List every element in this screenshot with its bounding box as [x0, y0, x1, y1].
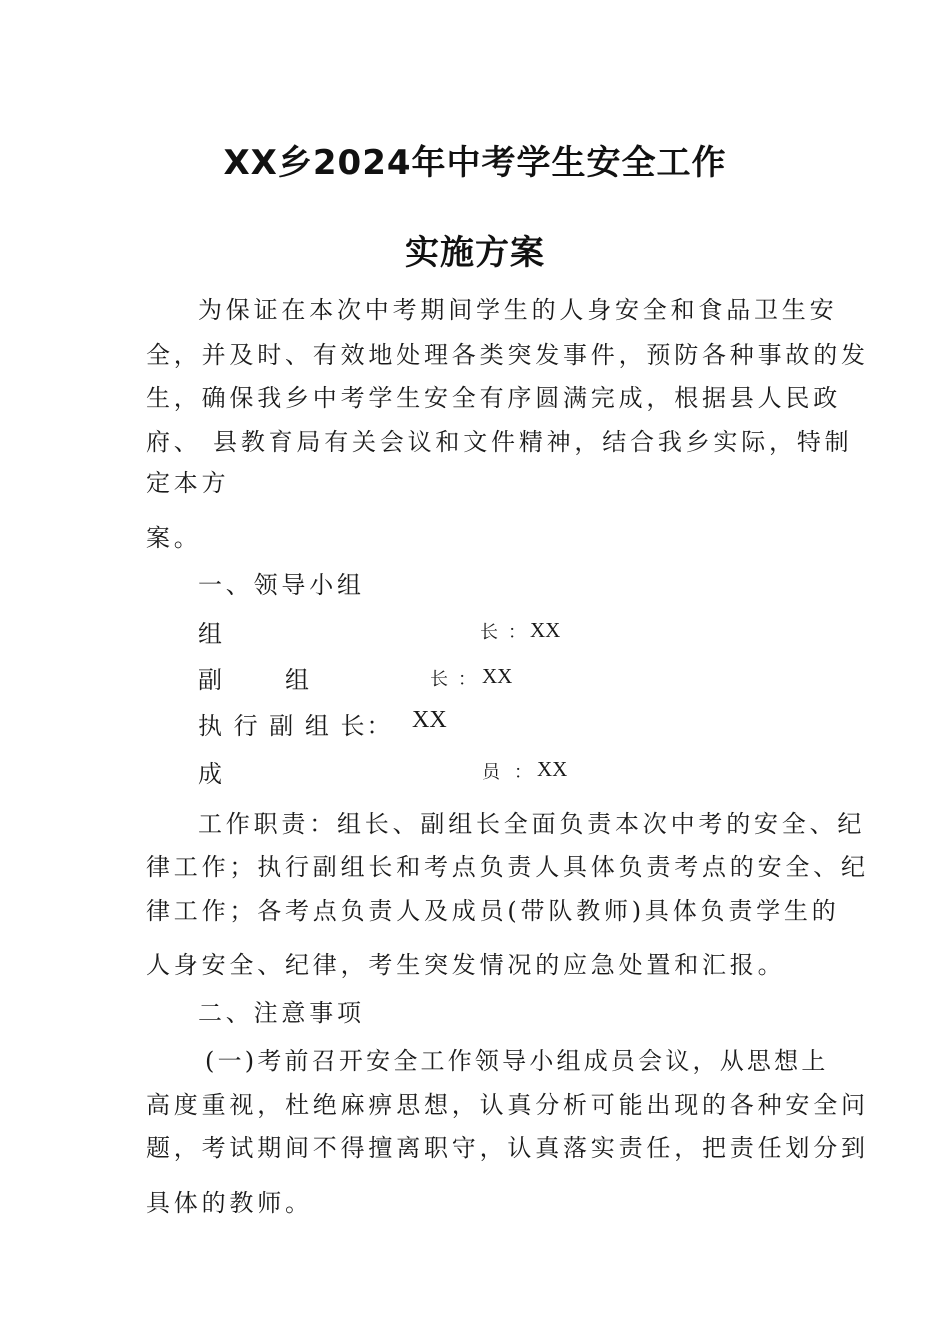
exec-value: XX [412, 707, 447, 733]
deputy-label-b: 组 [285, 666, 309, 694]
duty-line-3: 律工作；各考点负责人及成员(带队教师)具体负责学生的 [146, 897, 840, 925]
item1-line-2: 高度重视，杜绝麻痹思想，认真分析可能出现的各种安全问 [146, 1091, 869, 1119]
section2-heading: 二、注意事项 [198, 999, 365, 1027]
section1-heading: 一、领导小组 [198, 571, 365, 599]
item1-line-3: 题，考试期间不得擅离职守，认真落实责任，把责任划分到 [146, 1134, 869, 1162]
exec-label: 执 行 副 组 长： [198, 712, 393, 740]
deputy-value: XX [482, 664, 513, 688]
leader-sep: ： [508, 622, 526, 643]
deputy-label-c: 长 [430, 669, 448, 690]
intro-line-5: 定本方 [146, 469, 230, 497]
deputy-label-a: 副 [198, 666, 222, 694]
leader-label-a: 组 [198, 620, 222, 648]
duty-line-1: 工作职责：组长、副组长全面负责本次中考的安全、纪 [198, 810, 866, 838]
member-sep: ： [514, 762, 532, 783]
duty-line-2: 律工作；执行副组长和考点负责人具体负责考点的安全、纪 [146, 853, 869, 881]
intro-line-3: 生，确保我乡中考学生安全有序圆满完成，根据县人民政 [146, 384, 841, 412]
intro-line-4: 府、 县教育局有关会议和文件精神，结合我乡实际，特制 [146, 428, 853, 456]
doc-title-line1: XX乡2024年中考学生安全工作 [223, 143, 727, 183]
leader-label-b: 长 [480, 622, 498, 643]
doc-title-line2: 实施方案 [405, 233, 545, 273]
item1-line-4: 具体的教师。 [146, 1189, 313, 1217]
deputy-sep: ： [458, 669, 476, 690]
duty-line-4: 人身安全、纪律，考生突发情况的应急处置和汇报。 [146, 951, 786, 979]
member-label-b: 员 [482, 762, 500, 783]
intro-line-6: 案。 [146, 524, 202, 552]
intro-line-2: 全，并及时、有效地处理各类突发事件，预防各种事故的发 [146, 341, 869, 369]
intro-line-1: 为保证在本次中考期间学生的人身安全和食品卫生安 [198, 296, 838, 324]
member-value: XX [537, 757, 568, 781]
member-label-a: 成 [198, 760, 222, 788]
leader-value: XX [530, 618, 561, 642]
item1-line-1: (一)考前召开安全工作领导小组成员会议，从思想上 [205, 1047, 829, 1075]
